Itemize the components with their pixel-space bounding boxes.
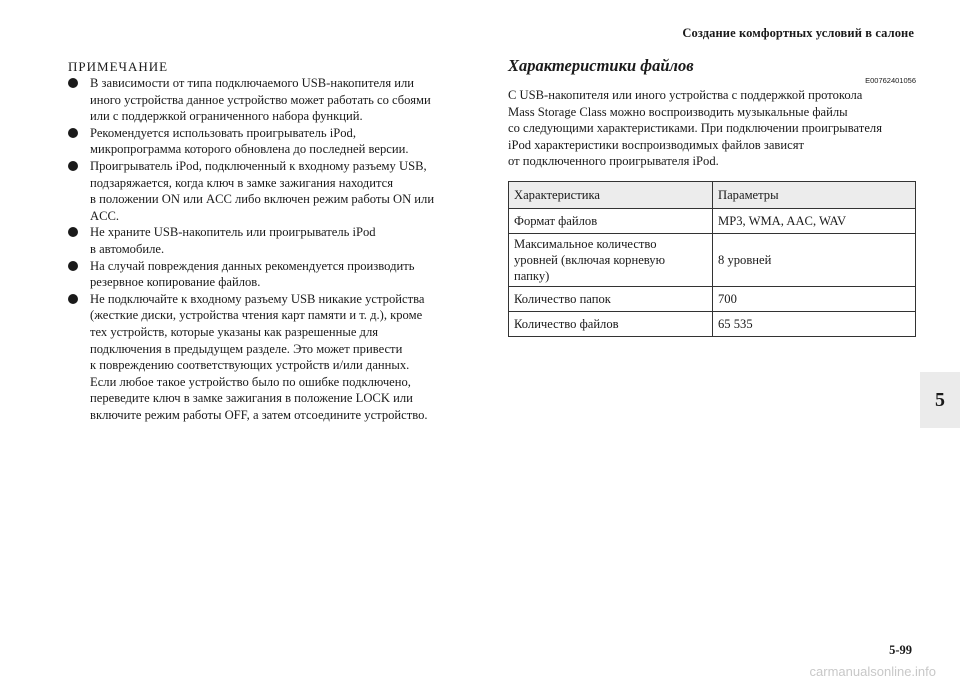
note-line: подключения в предыдущем разделе. Это может привести (90, 341, 403, 356)
note-line: переведите ключ в замке зажигания в положение LOCK или (90, 391, 413, 406)
note-line: Не подключайте к входному разъему USB никакие устройства (90, 291, 425, 306)
bullet-icon (68, 294, 78, 304)
table-row (509, 209, 916, 234)
note-item (68, 258, 480, 291)
bullet-icon (68, 261, 78, 271)
table-cell-characteristic (509, 234, 713, 287)
table-header-cell: Характеристика (509, 182, 713, 209)
table-cell-characteristic (509, 312, 713, 337)
table-header-cell: Параметры (713, 182, 916, 209)
note-item (68, 125, 480, 158)
bullet-icon (68, 78, 78, 88)
cell-line: уровней (включая корневую (514, 253, 666, 267)
table-cell-parameter: 65 535 (713, 312, 916, 337)
intro-line: Mass Storage Class можно воспроизводить музыкальные файлы (508, 104, 848, 119)
note-line: микропрограмма которого обновлена до последней версии. (90, 142, 409, 157)
section-intro (508, 87, 916, 170)
file-characteristics-section (508, 56, 916, 170)
note-line: На случай повреждения данных рекомендуется производить (90, 258, 415, 273)
note-heading: ПРИМЕЧАНИЕ (68, 59, 169, 74)
note-item (68, 158, 480, 224)
cell-line: Количество папок (514, 292, 611, 306)
table-row (509, 312, 916, 337)
note-line: подзаряжается, когда ключ в замке зажигания находится (90, 175, 393, 190)
note-line: включите режим работы OFF, а затем отсоедините устройство. (90, 407, 428, 422)
cell-line: Максимальное количество (514, 237, 657, 251)
note-line: к повреждению соответствующих устройств и/или данных. (90, 358, 410, 373)
section-title: Характеристики файлов (508, 56, 694, 75)
running-header: Создание комфортных условий в салоне (682, 26, 914, 40)
note-line: (жесткие диски, устройства чтения карт памяти и т. д.), кроме (90, 308, 423, 323)
note-line: тех устройств, которые указаны как разрешенные для (90, 324, 379, 339)
page-number: 5-99 (889, 643, 912, 657)
table-cell-characteristic (509, 209, 713, 234)
note-line: Проигрыватель iPod, подключенный к входному разъему USB, (90, 158, 427, 173)
note-line: Если любое такое устройство было по ошибке подключено, (90, 374, 411, 389)
table-cell-parameter: 700 (713, 287, 916, 312)
note-item (68, 224, 480, 257)
note-line: в автомобиле. (90, 241, 165, 256)
bullet-icon (68, 227, 78, 237)
table-row (509, 287, 916, 312)
note-line: Рекомендуется использовать проигрыватель iPod, (90, 125, 356, 140)
intro-line: от подключенного проигрывателя iPod. (508, 154, 719, 169)
intro-line: С USB-накопителя или иного устройства с поддержкой протокола (508, 88, 863, 102)
intro-line: со следующими характеристиками. При подключении проигрывателя (508, 121, 882, 136)
note-line: Не храните USB-накопитель или проигрыватель iPod (90, 225, 376, 240)
table-row (509, 234, 916, 287)
watermark: carmanualsonline.info (809, 664, 936, 679)
cell-line: Формат файлов (514, 214, 598, 228)
intro-line: iPod характеристики воспроизводимых файлов зависят (508, 137, 805, 152)
note-line: или с поддержкой ограниченного набора функций. (90, 109, 363, 124)
file-characteristics-table (508, 181, 916, 337)
note-block (68, 58, 480, 423)
cell-line: папку) (514, 269, 550, 283)
note-item (68, 291, 480, 424)
bullet-icon (68, 128, 78, 138)
chapter-tab: 5 (920, 372, 960, 428)
section-code: E00762401056 (865, 76, 916, 85)
cell-line: Количество файлов (514, 317, 619, 331)
note-line: в положении ON или ACC либо включен режим работы ON или (90, 192, 435, 207)
note-line: иного устройства данное устройство может работать со сбоями (90, 92, 431, 107)
note-list (68, 75, 480, 423)
note-line: ACC. (90, 208, 120, 223)
bullet-icon (68, 161, 78, 171)
note-line: резервное копирование файлов. (90, 275, 261, 290)
table-header-row (509, 182, 916, 209)
table-cell-parameter: MP3, WMA, AAC, WAV (713, 209, 916, 234)
table-cell-parameter: 8 уровней (713, 234, 916, 287)
table-cell-characteristic (509, 287, 713, 312)
note-item (68, 75, 480, 125)
note-line: В зависимости от типа подключаемого USB-накопителя или (90, 76, 415, 90)
